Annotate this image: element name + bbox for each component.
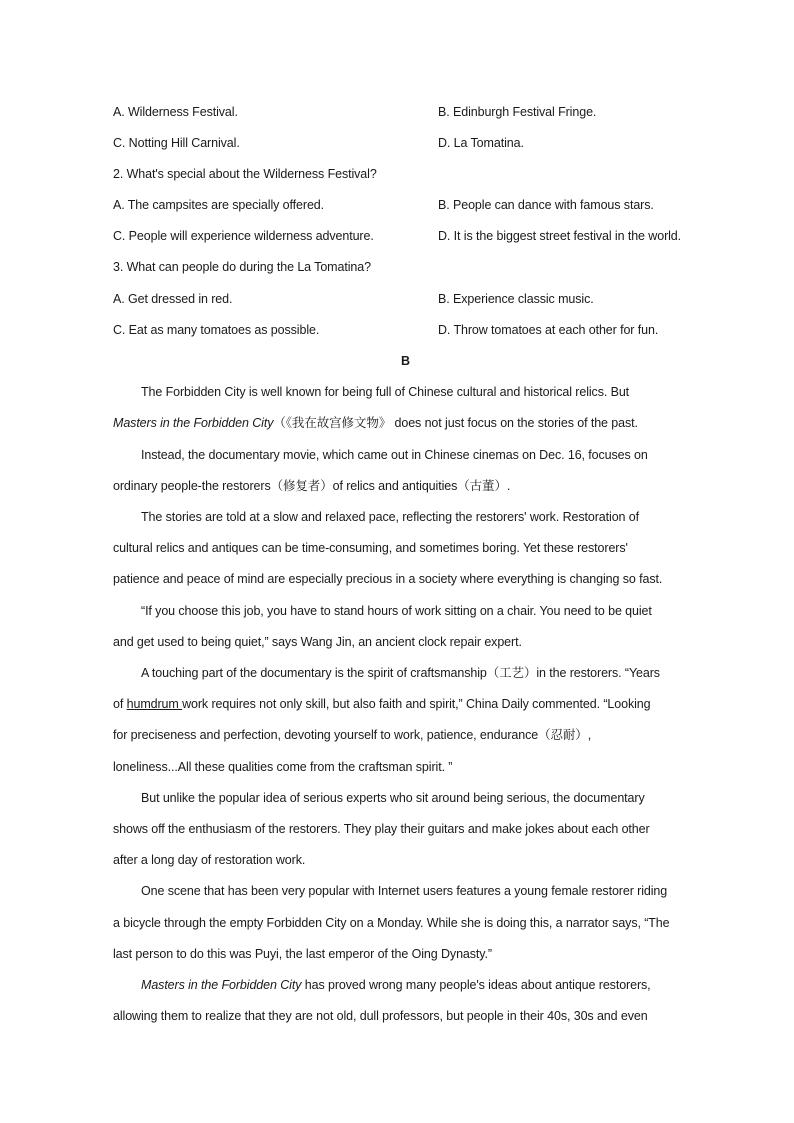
passage-line	[113, 413, 713, 433]
passage-line: cultural relics and antiques can be time-consuming, and sometimes boring. Yet these restorers'	[113, 541, 628, 555]
q1-option-a: A. Wilderness Festival.	[113, 105, 238, 119]
passage-line: last person to do this was Puyi, the last emperor of the Oing Dynasty.”	[113, 947, 492, 961]
passage-line: “If you choose this job, you have to stand hours of work sitting on a chair. You need to be quiet	[141, 604, 652, 618]
passage-line: shows off the enthusiasm of the restorers. They play their guitars and make jokes about each other	[113, 822, 650, 836]
passage-line: for preciseness and perfection, devoting yourself to work, patience, endurance（忍耐）,	[113, 728, 592, 742]
passage-text: has proved wrong many people's ideas about antique restorers,	[301, 978, 651, 992]
passage-line	[113, 694, 713, 714]
film-title: Masters in the Forbidden City	[113, 416, 274, 430]
passage-line: The Forbidden City is well known for being full of Chinese cultural and historical relics. But	[141, 385, 630, 399]
passage-text: of	[113, 697, 127, 711]
passage-line	[141, 975, 713, 995]
passage-line: Instead, the documentary movie, which came out in Chinese cinemas on Dec. 16, focuses on	[141, 448, 648, 462]
passage-line: But unlike the popular idea of serious experts who sit around being serious, the documentary	[141, 791, 645, 805]
passage-line: ordinary people-the restorers（修复者）of relics and antiquities（古董）.	[113, 479, 511, 493]
q1-options-row-1	[113, 102, 713, 122]
q2-option-c: C. People will experience wilderness adventure.	[113, 229, 374, 243]
section-title: B	[401, 354, 410, 368]
q2-option-a: A. The campsites are specially offered.	[113, 198, 325, 212]
q3-option-a: A. Get dressed in red.	[113, 292, 233, 306]
q1-option-d: D. La Tomatina.	[438, 136, 524, 150]
q2-options-row-2	[113, 226, 713, 246]
q3-option-c: C. Eat as many tomatoes as possible.	[113, 323, 320, 337]
passage-text: （《我在故宫修文物》 does not just focus on the stories of the past.	[273, 416, 638, 430]
passage-line: One scene that has been very popular with Internet users features a young female restorer riding	[141, 884, 668, 898]
q1-option-b: B. Edinburgh Festival Fringe.	[438, 105, 597, 119]
q1-option-c: C. Notting Hill Carnival.	[113, 136, 240, 150]
q3-option-d: D. Throw tomatoes at each other for fun.	[438, 323, 659, 337]
q3-stem: 3. What can people do during the La Tomatina?	[113, 260, 371, 274]
passage-line: A touching part of the documentary is the spirit of craftsmanship（工艺）in the restorers. “Years	[141, 666, 660, 680]
q3-option-b: B. Experience classic music.	[438, 292, 594, 306]
passage-line: The stories are told at a slow and relaxed pace, reflecting the restorers' work. Restoration of	[141, 510, 639, 524]
q2-option-b: B. People can dance with famous stars.	[438, 198, 654, 212]
passage-line: patience and peace of mind are especially precious in a society where everything is changing so fast.	[113, 572, 663, 586]
q2-stem: 2. What's special about the Wilderness Festival?	[113, 167, 377, 181]
q3-options-row-2	[113, 320, 713, 340]
passage-line: loneliness...All these qualities come from the craftsman spirit. ”	[113, 760, 453, 774]
passage-line: a bicycle through the empty Forbidden City on a Monday. While she is doing this, a narrator says, “The	[113, 916, 670, 930]
q2-option-d: D. It is the biggest street festival in the world.	[438, 229, 682, 243]
film-title: Masters in the Forbidden City	[141, 978, 302, 992]
underlined-word: humdrum	[126, 697, 183, 711]
q2-options-row-1	[113, 195, 713, 215]
q1-options-row-2	[113, 133, 713, 153]
q3-options-row-1	[113, 289, 713, 309]
passage-text: work requires not only skill, but also faith and spirit,” China Daily commented. “Looking	[182, 697, 651, 711]
passage-line: and get used to being quiet,” says Wang Jin, an ancient clock repair expert.	[113, 635, 522, 649]
passage-line: after a long day of restoration work.	[113, 853, 306, 867]
passage-line: allowing them to realize that they are not old, dull professors, but people in their 40s, 30s and even	[113, 1009, 648, 1023]
